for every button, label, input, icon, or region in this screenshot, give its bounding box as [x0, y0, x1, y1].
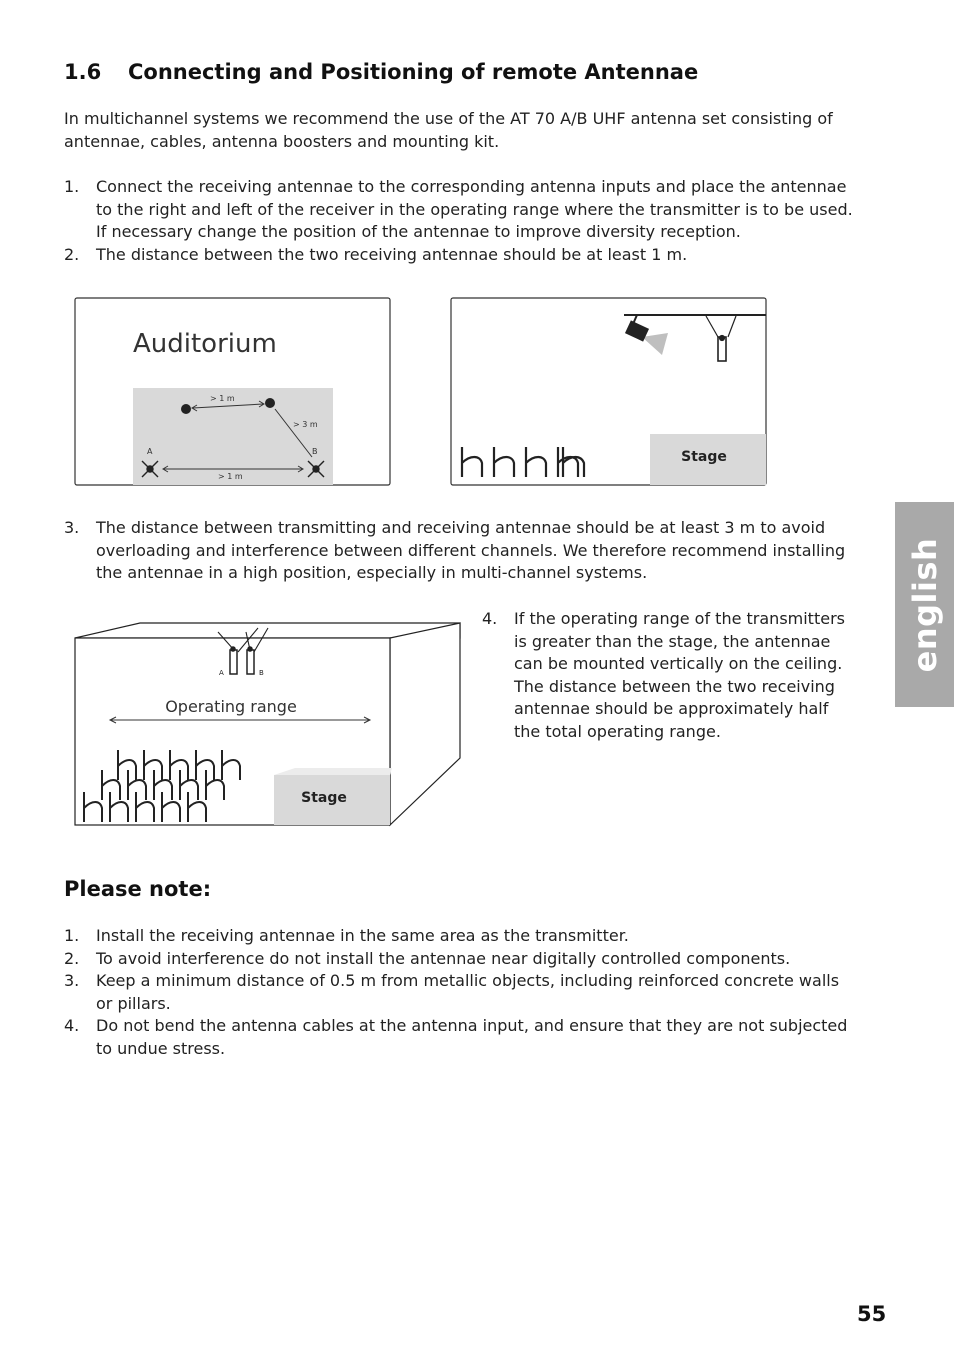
antenna-position-dot — [181, 404, 191, 414]
antenna-a-label: A — [219, 669, 224, 677]
receiver-position-dot — [265, 398, 275, 408]
list-item: 3. The distance between transmitting and receiving antennae should be at least 3 m to avoid overloading and interference between different channels. We therefore recommend installing the antennae in a high position, especially in multi-channel systems. — [64, 518, 846, 582]
list-item: 2. To avoid interference do not install the antennae near digitally controlled components. — [64, 948, 791, 968]
section-number: 1.6 — [64, 60, 102, 84]
section-heading — [64, 60, 698, 84]
note-heading: Please note: — [64, 877, 212, 901]
list-item: 1. Connect the receiving antennae to the corresponding antenna inputs and place the antennae to the right and left of the receiver in the operating range where the transmitter is to be used. If necessary change the position of the antennae to improve diversity reception. — [64, 177, 853, 241]
language-tab — [895, 502, 954, 707]
distance-label-bottom: > 1 m — [218, 472, 243, 481]
stage-label: Stage — [681, 449, 727, 465]
antenna-b-label: B — [259, 669, 264, 677]
auditorium-title: Auditorium — [133, 329, 277, 359]
auditorium-diagram — [74, 297, 392, 487]
stage-diagram — [450, 297, 768, 487]
distance-label-top: > 1 m — [210, 394, 235, 403]
section-title: Connecting and Positioning of remote Antennae — [128, 60, 699, 84]
list-item: 4. Do not bend the antenna cables at the antenna input, and ensure that they are not subjected to undue stress. — [64, 1016, 848, 1058]
list-item: 3. Keep a minimum distance of 0.5 m from metallic objects, including reinforced concrete walls or pillars. — [64, 971, 840, 1013]
distance-label-side: > 3 m — [293, 420, 318, 429]
intro-paragraph: In multichannel systems we recommend the use of the AT 70 A/B UHF antenna set consisting of antennae, cables, antenna boosters and mounting kit. — [64, 109, 833, 151]
language-tab-label: english — [905, 537, 944, 672]
operating-range-label: Operating range — [165, 697, 297, 716]
steps-list-top — [64, 176, 854, 266]
steps-list-middle — [64, 517, 854, 585]
note-list — [64, 925, 854, 1060]
list-item: 2. The distance between the two receiving antennae should be at least 1 m. — [64, 244, 688, 264]
operating-range-diagram — [70, 618, 465, 833]
page-number: 55 — [857, 1302, 887, 1326]
steps-list-side — [482, 608, 854, 743]
antenna-a-label: A — [147, 447, 153, 456]
list-item: 1. Install the receiving antennae in the same area as the transmitter. — [64, 926, 629, 945]
list-item: 4. If the operating range of the transmitters is greater than the stage, the antennae can be mounted vertically on the ceiling. The distance between the two receiving antennae should be approximately half the total operating range. — [482, 609, 845, 741]
antenna-b-label: B — [312, 447, 318, 456]
stage-label: Stage — [301, 790, 347, 806]
